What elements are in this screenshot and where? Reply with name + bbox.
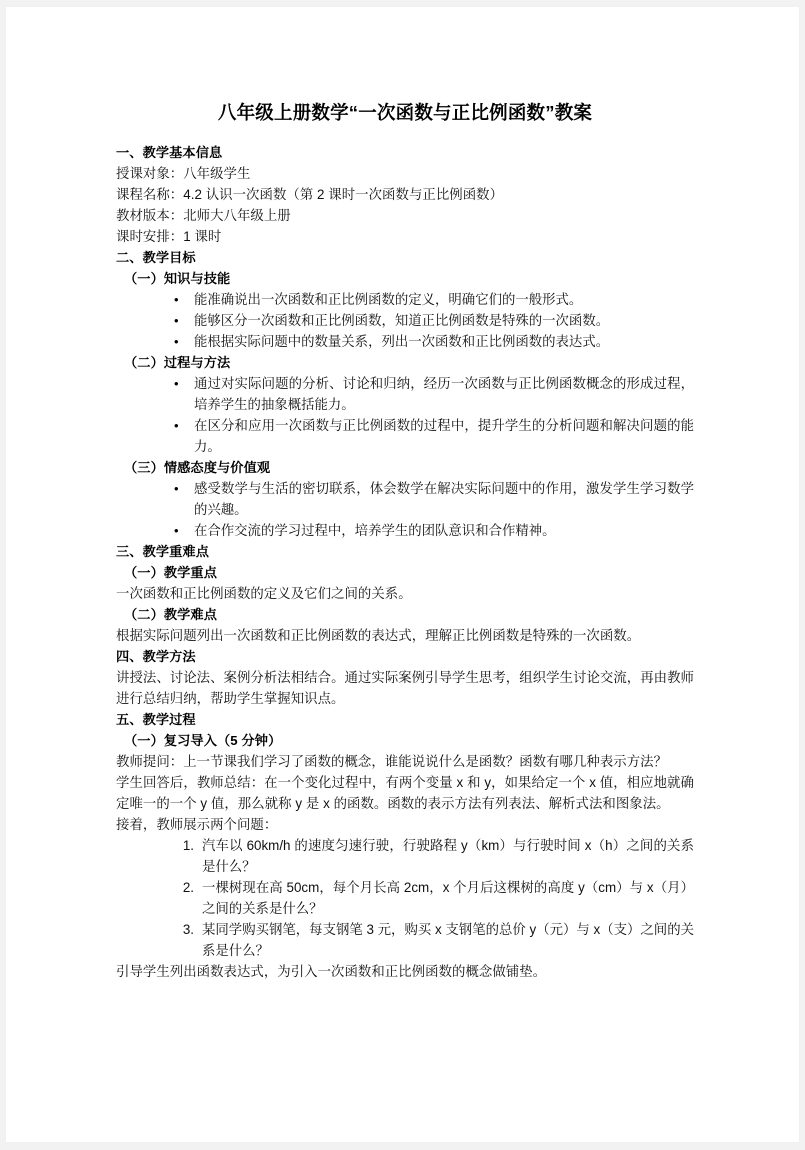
review-paragraph-3: 接着，教师展示两个问题： [116, 816, 278, 832]
info-line-audience: 授课对象：八年级学生 [116, 165, 251, 181]
heading-key-points: （一）教学重点 [124, 564, 218, 580]
heading-review-introduction: （一）复习导入（5 分钟） [124, 732, 282, 748]
list-item: 某同学购买钢笔，每支钢笔 3 元，购买 x 支钢笔的总价 y（元）与 x（支）之间的关系是什么？ [202, 921, 694, 958]
difficult-points-text: 根据实际问题列出一次函数和正比例函数的表达式，理解正比例函数是特殊的一次函数。 [116, 627, 641, 643]
info-line-textbook: 教材版本：北师大八年级上册 [116, 207, 291, 223]
list-item: 一棵树现在高 50cm，每个月长高 2cm，x 个月后这棵树的高度 y（cm）与 x（月）之间的关系是什么？ [202, 879, 694, 916]
info-line-course-name: 课程名称：4.2 认识一次函数（第 2 课时一次函数与正比例函数） [116, 186, 504, 202]
teaching-methods-text: 讲授法、讨论法、案例分析法相结合。通过实际案例引导学生思考，组织学生讨论交流，再由教师进行总结归纳，帮助学生掌握知识点。 [116, 669, 694, 706]
list-item: 汽车以 60km/h 的速度匀速行驶，行驶路程 y（km）与行驶时间 x（h）之间的关系是什么？ [202, 837, 694, 874]
review-paragraph-4: 引导学生列出函数表达式，为引入一次函数和正比例函数的概念做铺垫。 [116, 963, 547, 979]
info-line-schedule: 课时安排：1 课时 [116, 228, 222, 244]
key-points-text: 一次函数和正比例函数的定义及它们之间的关系。 [116, 585, 412, 601]
review-paragraph-2: 学生回答后，教师总结：在一个变化过程中，有两个变量 x 和 y，如果给定一个 x 值，相应地就确定唯一的一个 y 值，那么就称 y 是 x 的函数。函数的表示方法有列表法、解析式法和图象法。 [116, 774, 694, 811]
heading-section-4: 四、教学方法 [116, 648, 196, 664]
emotion-attitude-values-list [116, 478, 694, 541]
heading-difficult-points: （二）教学难点 [124, 606, 218, 622]
knowledge-skills-list [116, 289, 694, 352]
heading-section-3: 三、教学重难点 [116, 543, 210, 559]
heading-knowledge-skills: （一）知识与技能 [124, 270, 231, 286]
page-title: 八年级上册数学“一次函数与正比例函数”教案 [217, 102, 593, 123]
heading-process-methods: （二）过程与方法 [124, 354, 231, 370]
list-item: • 能根据实际问题中的数量关系，列出一次函数和正比例函数的表达式。 [174, 331, 694, 352]
process-methods-list [116, 373, 694, 457]
document-page [5, 6, 800, 1143]
list-item: • 能准确说出一次函数和正比例函数的定义，明确它们的一般形式。 [174, 289, 694, 310]
heading-section-5: 五、教学过程 [116, 711, 196, 727]
review-questions-list [116, 835, 694, 961]
heading-section-2: 二、教学目标 [116, 249, 196, 265]
review-paragraph-1: 教师提问：上一节课我们学习了函数的概念，谁能说说什么是函数？函数有哪几种表示方法？ [116, 753, 668, 769]
heading-emotion-attitude-values: （三）情感态度与价值观 [124, 459, 271, 475]
list-item: • 在合作交流的学习过程中，培养学生的团队意识和合作精神。 [174, 520, 694, 541]
document-content [116, 99, 694, 982]
heading-section-1: 一、教学基本信息 [116, 144, 223, 160]
list-item: • 感受数学与生活的密切联系，体会数学在解决实际问题中的作用，激发学生学习数学的兴趣。 [174, 478, 694, 520]
list-item: • 通过对实际问题的分析、讨论和归纳，经历一次函数与正比例函数概念的形成过程，培养学生的抽象概括能力。 [174, 373, 694, 415]
list-item: • 能够区分一次函数和正比例函数，知道正比例函数是特殊的一次函数。 [174, 310, 694, 331]
list-item: • 在区分和应用一次函数与正比例函数的过程中，提升学生的分析问题和解决问题的能力。 [174, 415, 694, 457]
